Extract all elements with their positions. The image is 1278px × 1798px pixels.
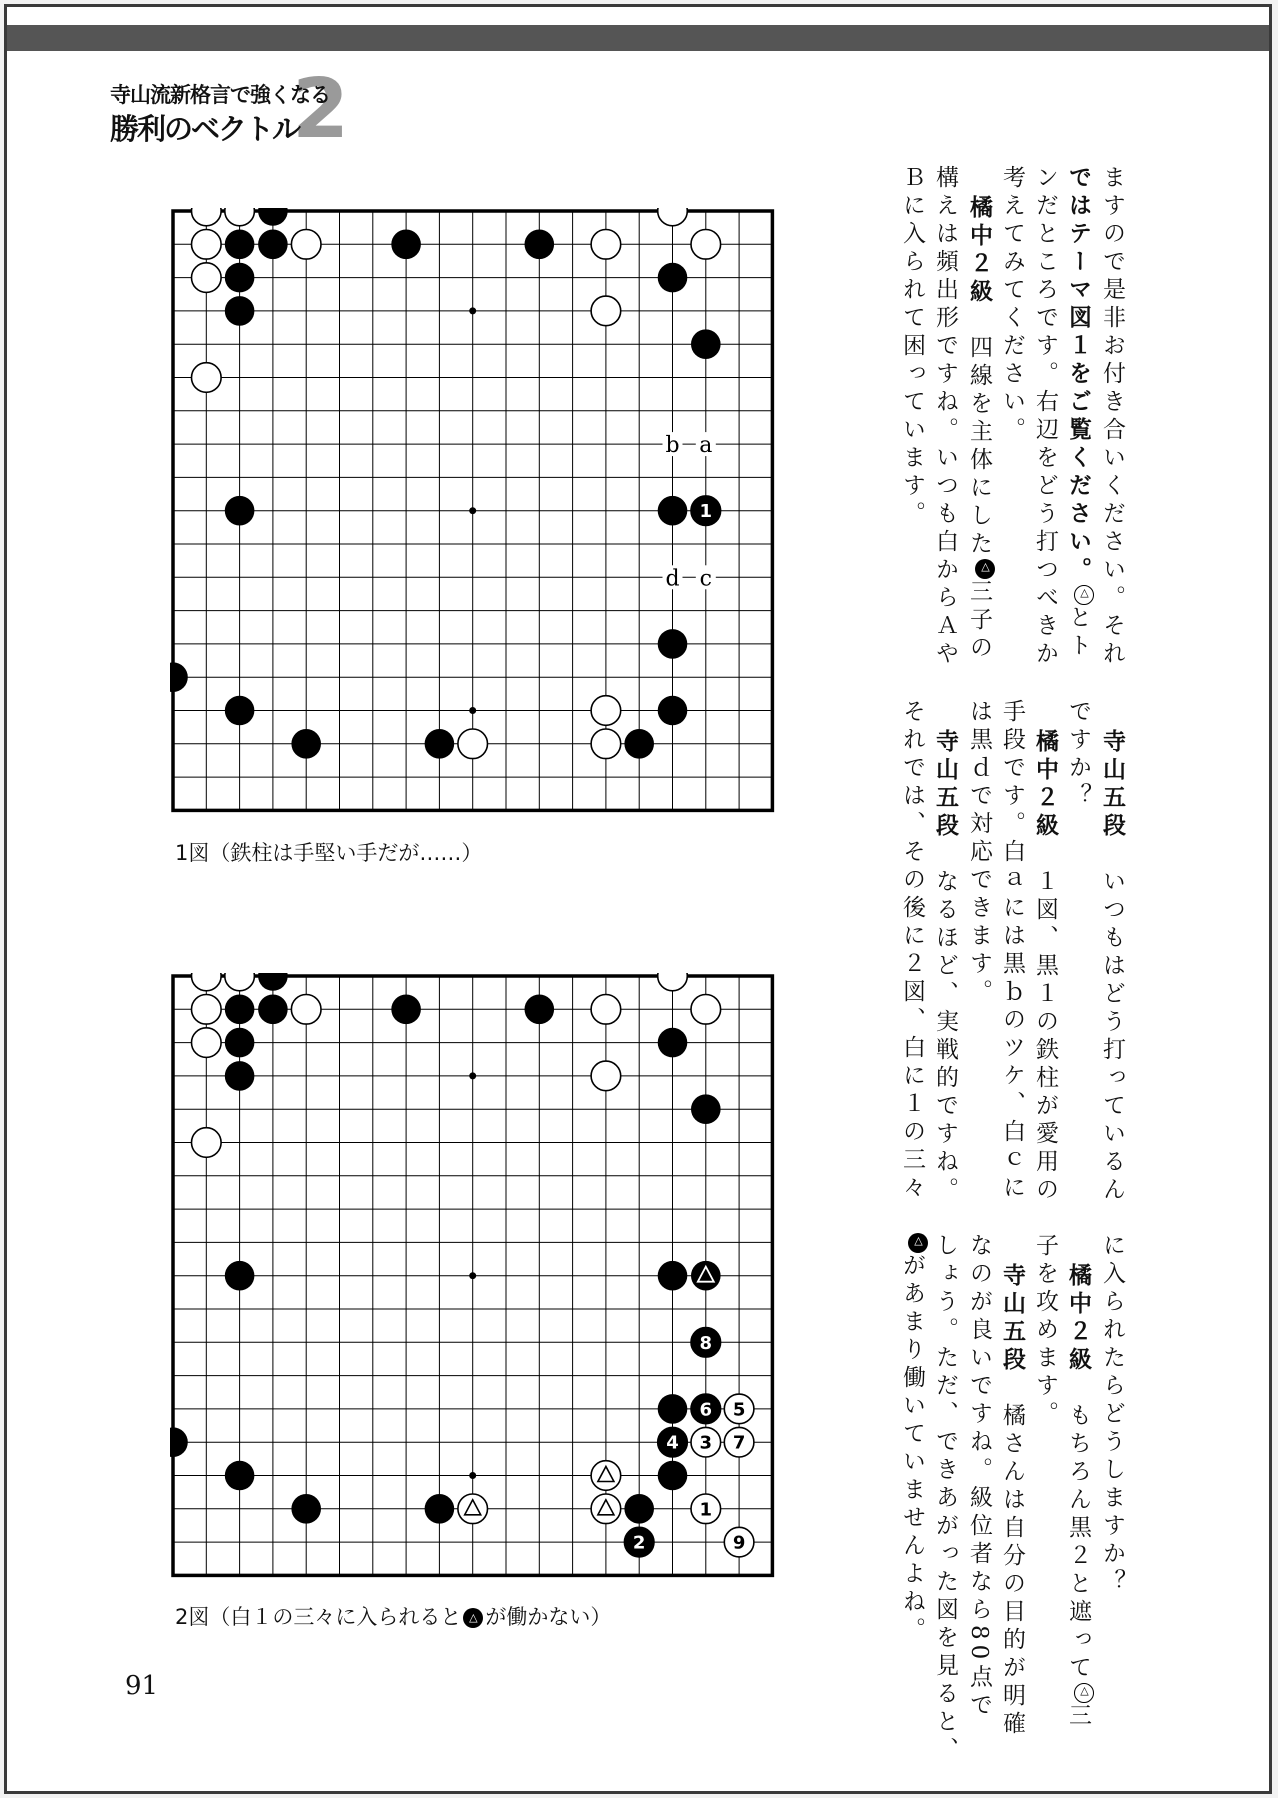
black-stone	[391, 230, 421, 260]
black-stone	[225, 1028, 255, 1058]
move-number: 9	[732, 1532, 746, 1554]
white-triangle-icon: △	[1074, 1683, 1094, 1703]
text-column: しょう。ただ、できあがった図を見ると、	[932, 1233, 958, 1765]
black-stone	[291, 1494, 321, 1524]
speaker-name: 橘中２級	[1065, 1263, 1091, 1375]
letter-mark: a	[699, 433, 713, 459]
white-stone	[591, 230, 621, 260]
black-stone	[225, 230, 255, 260]
diagram-2-caption	[175, 1601, 611, 1631]
black-stone	[225, 263, 255, 293]
text-column: 考えてみてください。	[999, 165, 1025, 445]
white-stone	[192, 263, 222, 293]
black-triangle-icon: △	[908, 1233, 928, 1253]
text-column: 橘中２級 もちろん黒２と遮って△三	[1066, 1263, 1096, 1731]
move-number: 2	[632, 1532, 646, 1554]
white-stone	[591, 296, 621, 326]
text-column: 橘中２級 １図、黒１の鉄柱が愛用の	[1032, 729, 1058, 1205]
text-column: ンだところです。右辺をどう打つべきか	[1032, 165, 1058, 669]
white-stone	[192, 1128, 222, 1158]
white-stone	[458, 729, 488, 759]
black-stone	[391, 995, 421, 1025]
series-title: 寺山流新格言で強くなる	[110, 83, 330, 107]
white-stone	[192, 995, 222, 1025]
star-point	[469, 1472, 476, 1479]
speaker-name: 寺山五段	[932, 729, 958, 841]
book-title: 勝利のベクトル	[110, 112, 300, 146]
black-stone	[691, 1094, 721, 1124]
black-stone	[258, 230, 288, 260]
go-board-2	[170, 973, 776, 1579]
go-board-1	[170, 208, 776, 814]
caption-2-text-a: 2図（白１の三々に入られると	[175, 1605, 462, 1629]
black-stone	[658, 629, 688, 659]
black-stone	[658, 496, 688, 526]
move-number: 7	[732, 1432, 746, 1454]
move-number: 5	[732, 1399, 746, 1421]
text-column: ではテーマ図１をご覧ください。△とト	[1066, 165, 1096, 661]
text-column: ますので是非お付き合いください。それ	[1099, 165, 1125, 669]
black-stone	[225, 696, 255, 726]
move-number: 4	[666, 1432, 679, 1454]
white-stone	[192, 1028, 222, 1058]
move-number: 3	[699, 1432, 713, 1454]
text-column: ですか？	[1065, 699, 1091, 811]
black-stone	[624, 1494, 654, 1524]
caption-2-text-b: が働かない）	[485, 1605, 612, 1629]
speaker-name: 寺山五段	[1099, 729, 1125, 841]
letter-mark: c	[699, 566, 712, 592]
move-number: 6	[699, 1399, 713, 1421]
black-stone	[225, 1061, 255, 1091]
move-number: 1	[699, 1499, 713, 1521]
volume-number: 2	[292, 62, 350, 157]
page-number: 91	[125, 1671, 159, 1701]
speaker-name: 橘中２級	[966, 195, 992, 307]
move-number: 1	[699, 501, 713, 523]
black-stone	[225, 1261, 255, 1291]
black-stone	[658, 696, 688, 726]
book-page	[4, 4, 1272, 1794]
speaker-name: 橘中２級	[1032, 729, 1058, 841]
black-stone	[658, 1028, 688, 1058]
black-stone	[258, 995, 288, 1025]
white-triangle-icon: △	[1074, 585, 1094, 605]
text-column: なのが良いですね。級位者なら80点で	[966, 1233, 992, 1721]
move-number: 8	[699, 1332, 713, 1354]
black-stone	[658, 1461, 688, 1491]
white-stone	[691, 230, 721, 260]
white-stone	[691, 995, 721, 1025]
letter-mark: d	[665, 566, 680, 592]
white-stone	[591, 729, 621, 759]
star-point	[469, 1072, 476, 1079]
text-column: Ｂに入られて困っています。	[899, 165, 925, 529]
black-stone	[658, 263, 688, 293]
black-stone	[525, 995, 555, 1025]
white-stone	[291, 230, 321, 260]
black-stone	[291, 729, 321, 759]
black-stone	[525, 230, 555, 260]
diagram-1-caption: 1図（鉄柱は手堅い手だが……）	[175, 841, 483, 865]
text-column: 子を攻めます。	[1032, 1233, 1058, 1429]
go-diagram-1	[170, 208, 776, 814]
star-point	[469, 707, 476, 714]
black-triangle-icon: △	[975, 559, 995, 579]
black-stone	[225, 1461, 255, 1491]
black-stone	[658, 1394, 688, 1424]
go-diagram-2	[170, 973, 776, 1579]
text-column: 寺山五段 橘さんは自分の目的が明確	[999, 1263, 1025, 1739]
speaker-name: 寺山五段	[999, 1263, 1025, 1375]
black-stone	[225, 995, 255, 1025]
black-stone	[425, 729, 455, 759]
black-stone	[624, 729, 654, 759]
text-column: は黒ｄで対応できます。	[966, 699, 992, 1007]
black-stone	[691, 329, 721, 359]
text-column: 寺山五段 なるほど、実戦的ですね。	[932, 729, 958, 1205]
text-column: それでは、その後に２図、白に１の三々	[899, 699, 925, 1203]
white-stone	[591, 1061, 621, 1091]
white-stone	[192, 230, 222, 260]
black-stone	[225, 496, 255, 526]
white-stone	[291, 995, 321, 1025]
black-triangle-icon: △	[463, 1608, 483, 1628]
header-bar	[7, 25, 1269, 51]
text-column: 橘中２級 四線を主体にした△三子の	[967, 195, 997, 663]
star-point	[469, 1272, 476, 1279]
text-column: 構えは頻出形ですね。いつも白からＡや	[932, 165, 958, 669]
white-stone	[591, 995, 621, 1025]
white-stone	[591, 696, 621, 726]
black-stone	[658, 1261, 688, 1291]
star-point	[469, 307, 476, 314]
letter-mark: b	[665, 433, 680, 459]
text-column: △があまり働いていませんよね。	[900, 1233, 930, 1645]
text-column: 寺山五段 いつもはどう打っているん	[1099, 729, 1125, 1205]
text-column: に入られたらどうしますか？	[1099, 1233, 1125, 1597]
black-stone	[225, 296, 255, 326]
star-point	[469, 507, 476, 514]
text-column: 手段です。白ａには黒ｂのツケ、白ｃに	[999, 699, 1025, 1203]
white-stone	[192, 363, 222, 393]
black-stone	[425, 1494, 455, 1524]
